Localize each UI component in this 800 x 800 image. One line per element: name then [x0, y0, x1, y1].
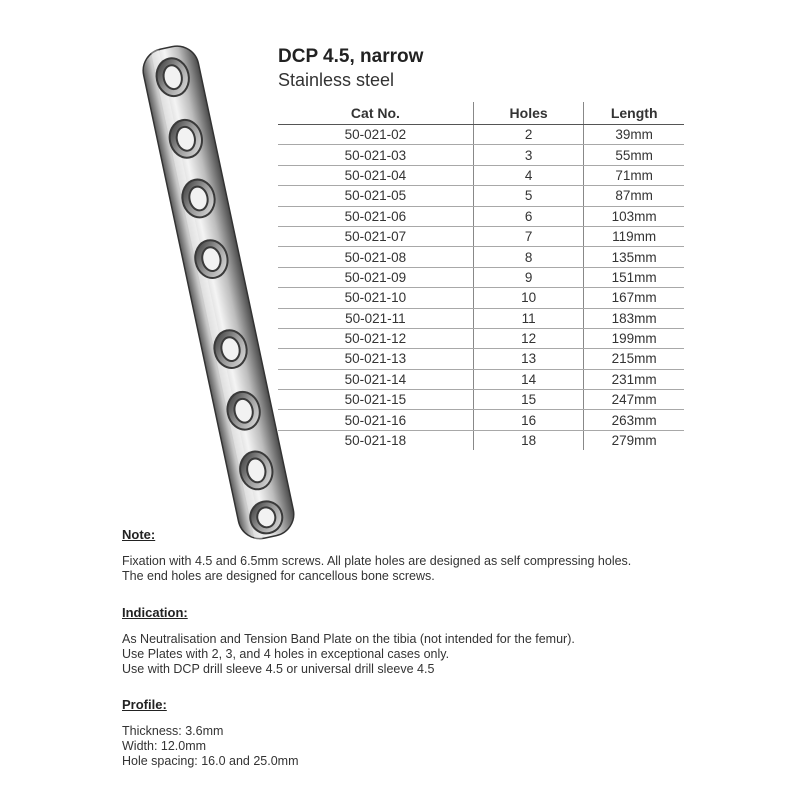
holes-cell: 2: [473, 125, 584, 145]
profile-hole-spacing: Hole spacing: 16.0 and 25.0mm: [122, 754, 299, 768]
table-row: [278, 328, 684, 348]
cat-no-cell: 50-021-07: [278, 226, 473, 246]
holes-cell: 10: [473, 288, 584, 308]
profile-width: Width: 12.0mm: [122, 739, 207, 753]
indication-heading: Indication:: [122, 605, 188, 620]
holes-cell: 13: [473, 349, 584, 369]
holes-cell: 9: [473, 267, 584, 287]
holes-cell: 18: [473, 430, 584, 450]
length-cell: 135mm: [584, 247, 684, 267]
length-cell: 231mm: [584, 369, 684, 389]
holes-cell: 3: [473, 145, 584, 165]
profile-section: [122, 697, 299, 769]
cat-no-cell: 50-021-18: [344, 433, 407, 449]
length-cell: 151mm: [584, 267, 684, 287]
table-row: [278, 226, 684, 246]
length-cell: 215mm: [584, 349, 684, 369]
table-row: [278, 369, 684, 389]
length-cell: 71mm: [584, 165, 684, 185]
holes-cell: 16: [473, 410, 584, 430]
indication-section: [122, 605, 575, 677]
table-body: [278, 125, 684, 451]
holes-cell: 14: [473, 369, 584, 389]
table-row: [278, 267, 684, 287]
cat-no-cell: 50-021-12: [278, 328, 473, 348]
length-cell: 103mm: [584, 206, 684, 226]
length-cell: 183mm: [584, 308, 684, 328]
table-row: [278, 410, 684, 430]
table-header-row: [278, 102, 684, 125]
length-cell: 87mm: [584, 186, 684, 206]
table-row: [278, 125, 684, 145]
header-holes: Holes: [473, 102, 584, 125]
length-cell: 119mm: [584, 226, 684, 246]
table-row: [278, 349, 684, 369]
holes-cell: 6: [473, 206, 584, 226]
holes-cell: 8: [473, 247, 584, 267]
holes-cell: 5: [473, 186, 584, 206]
header-cat-no: Cat No.: [278, 102, 473, 125]
holes-cell: 15: [473, 390, 584, 410]
indication-line: Use with DCP drill sleeve 4.5 or universal drill sleeve 4.5: [122, 662, 435, 676]
length-cell: 247mm: [584, 390, 684, 410]
table-row: [278, 390, 684, 410]
table-row: [278, 145, 684, 165]
cat-no-cell: 50-021-15: [278, 390, 473, 410]
cat-no-cell: 50-021-03: [278, 145, 473, 165]
cat-no-cell: 50-021-09: [278, 267, 473, 287]
profile-thickness: Thickness: 3.6mm: [122, 724, 224, 738]
cat-no-cell: 50-021-04: [278, 165, 473, 185]
table-row: [278, 430, 684, 450]
note-heading: Note:: [122, 527, 156, 542]
cat-no-cell: 50-021-02: [278, 125, 473, 145]
cat-no-cell: 50-021-13: [278, 349, 473, 369]
length-cell: 279mm: [584, 430, 684, 450]
note-line: The end holes are designed for cancellous bone screws.: [122, 569, 435, 583]
cat-no-cell: 50-021-14: [278, 369, 473, 389]
cat-no-cell: 50-021-05: [278, 186, 473, 206]
cat-no-cell: 50-021-10: [278, 288, 473, 308]
spec-table: [278, 102, 684, 450]
cat-no-cell: 50-021-08: [278, 247, 473, 267]
table-row: [278, 308, 684, 328]
holes-cell: 7: [473, 226, 584, 246]
profile-heading: Profile:: [122, 697, 167, 712]
length-cell: 167mm: [584, 288, 684, 308]
note-section: [122, 527, 631, 584]
product-title: DCP 4.5, narrow: [278, 46, 424, 67]
cat-no-cell: 50-021-11: [278, 308, 473, 328]
cat-no-cell: 50-021-16: [278, 410, 473, 430]
cat-no-cell: 50-021-06: [278, 206, 473, 226]
table-row: [278, 288, 684, 308]
holes-cell: 11: [473, 308, 584, 328]
indication-line: As Neutralisation and Tension Band Plate on the tibia (not intended for the femur).: [122, 632, 575, 646]
length-cell: 263mm: [584, 410, 684, 430]
header-length: Length: [584, 102, 684, 125]
holes-cell: 12: [473, 328, 584, 348]
table-row: [278, 165, 684, 185]
table-row: [278, 206, 684, 226]
table-row: [278, 186, 684, 206]
table-row: [278, 247, 684, 267]
holes-cell: 4: [473, 165, 584, 185]
length-cell: 55mm: [584, 145, 684, 165]
length-cell: 199mm: [584, 328, 684, 348]
note-line: Fixation with 4.5 and 6.5mm screws. All plate holes are designed as self compressing holes.: [122, 554, 632, 568]
length-cell: 39mm: [584, 125, 684, 145]
indication-line: Use Plates with 2, 3, and 4 holes in exceptional cases only.: [122, 647, 450, 661]
product-subtitle: Stainless steel: [278, 70, 395, 90]
